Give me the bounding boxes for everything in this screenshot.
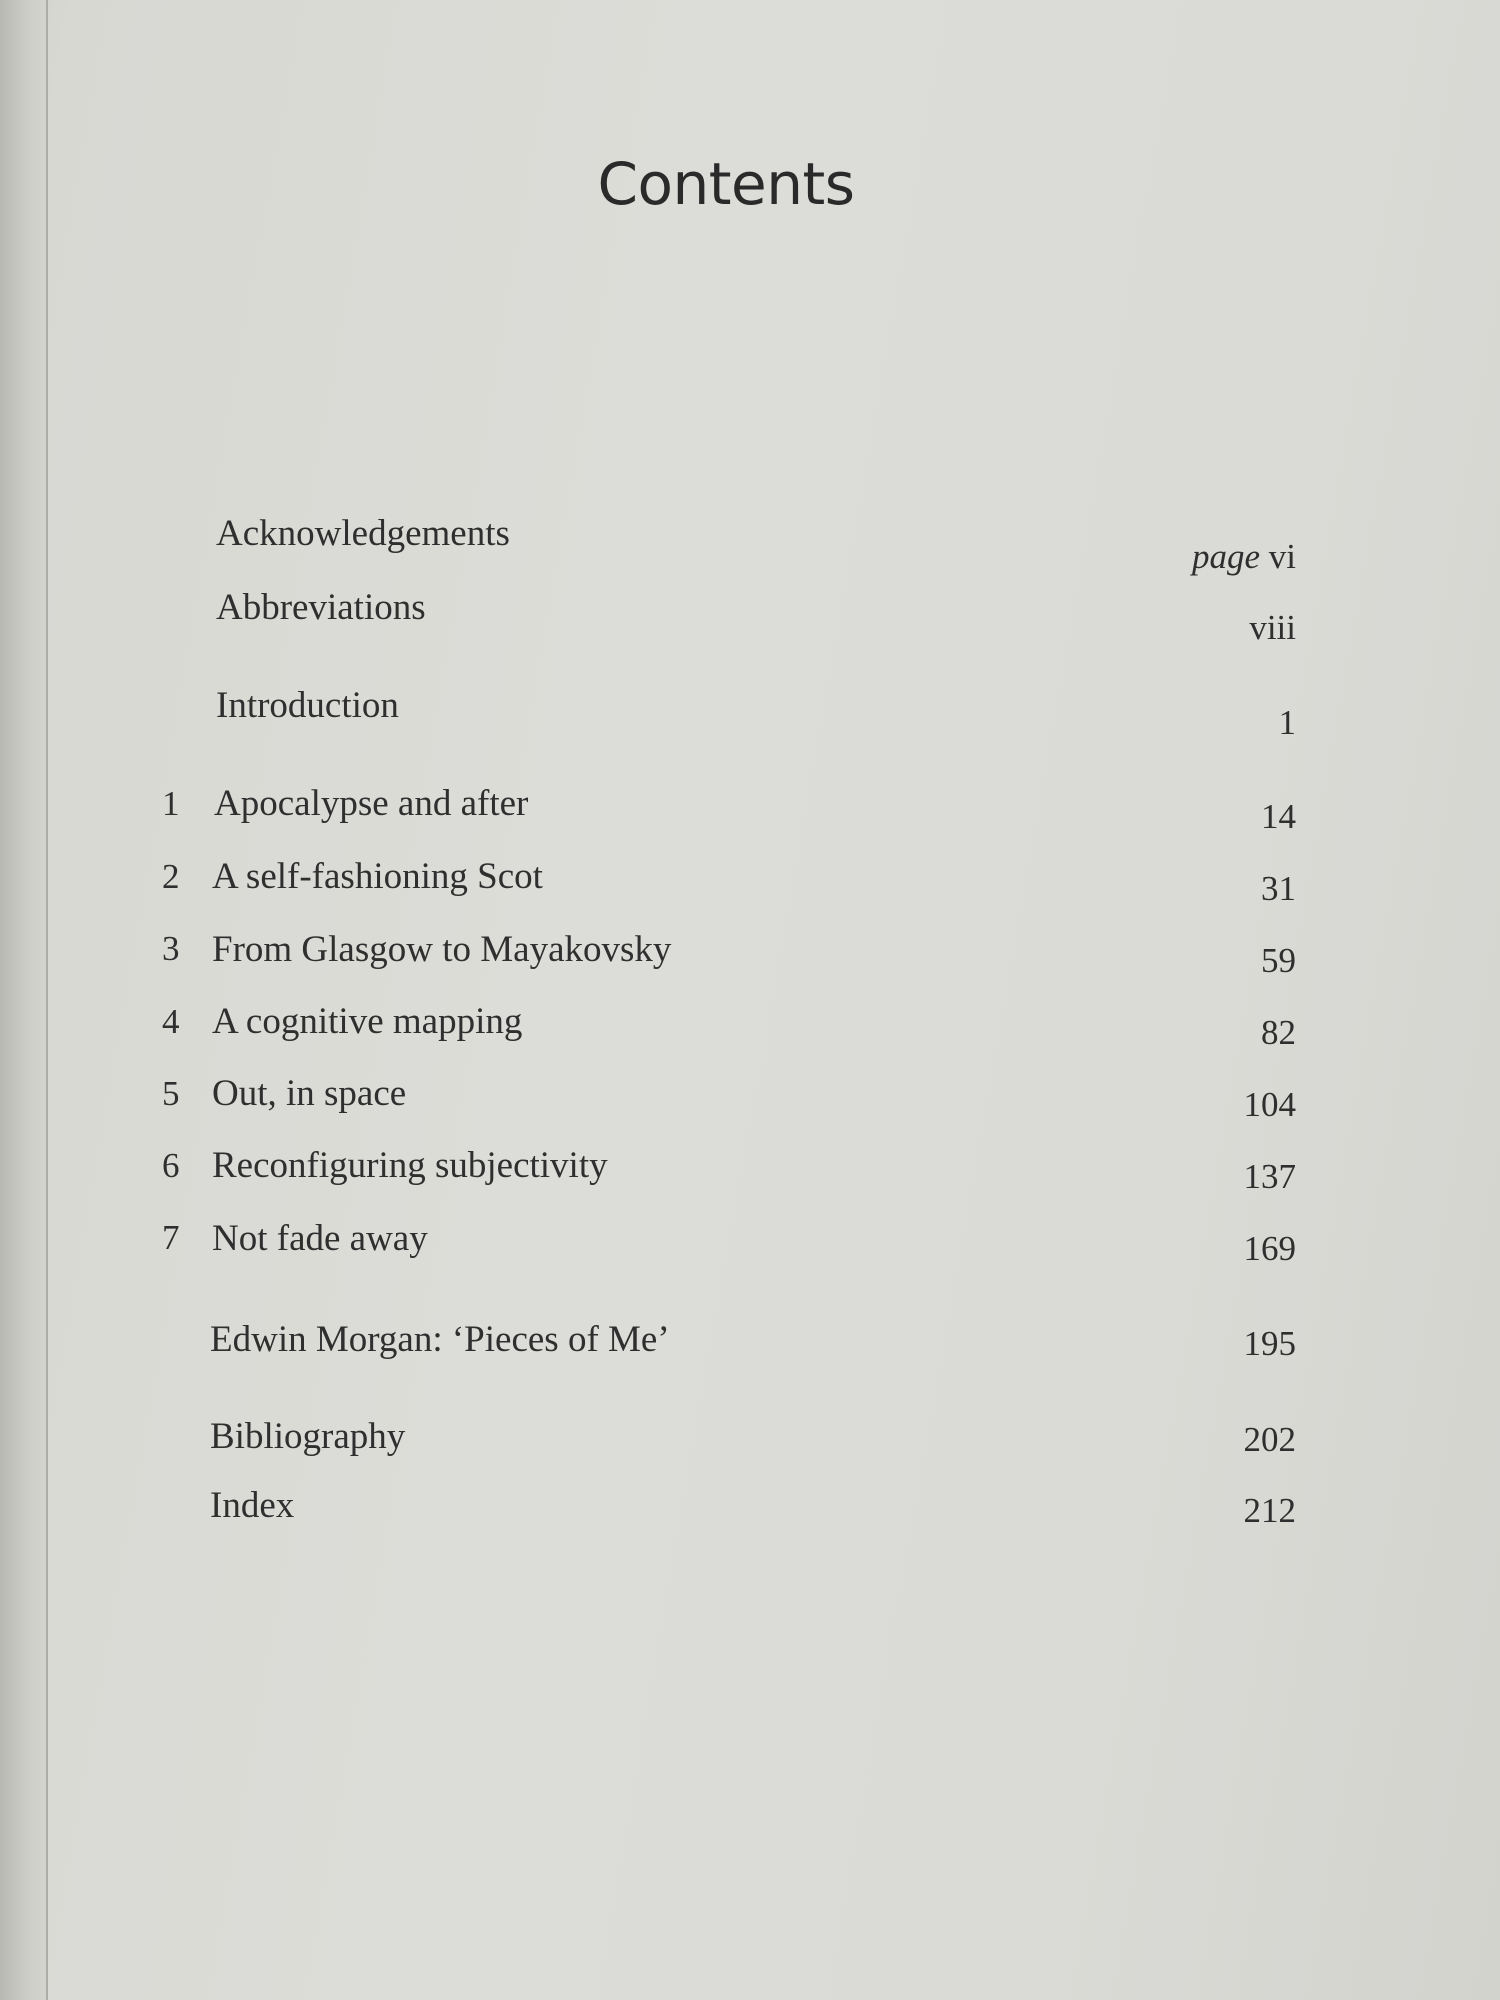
toc-entry-chapter-2: A self-fashioning Scot xyxy=(212,856,543,897)
toc-page-acknowledgements xyxy=(1192,537,1296,577)
toc-page-introduction: 1 xyxy=(1278,703,1296,742)
page-gutter xyxy=(0,0,48,2000)
toc-page-chapter-4: 82 xyxy=(1261,1013,1296,1052)
chapter-number: 4 xyxy=(162,1002,180,1041)
toc-entry-chapter-7: Not fade away xyxy=(212,1218,428,1259)
chapter-number: 2 xyxy=(162,857,180,896)
toc-page-bibliography: 202 xyxy=(1243,1420,1296,1459)
chapter-number: 6 xyxy=(162,1146,180,1185)
toc-page-abbreviations: viii xyxy=(1249,608,1296,647)
toc-entry-chapter-4: A cognitive mapping xyxy=(212,1001,523,1042)
toc-entry-pieces-of-me: Edwin Morgan: ‘Pieces of Me’ xyxy=(210,1319,670,1360)
chapter-number: 7 xyxy=(162,1218,180,1257)
gutter-line xyxy=(46,0,48,2000)
toc-page-pieces-of-me: 195 xyxy=(1243,1324,1296,1363)
chapter-number: 5 xyxy=(162,1074,180,1113)
toc-page-chapter-2: 31 xyxy=(1261,869,1296,908)
toc-page-chapter-1: 14 xyxy=(1261,797,1296,836)
toc-entry-introduction: Introduction xyxy=(216,685,399,726)
toc-page-chapter-5: 104 xyxy=(1243,1085,1296,1124)
toc-entry-chapter-1: Apocalypse and after xyxy=(214,783,529,824)
chapter-number: 3 xyxy=(162,929,180,968)
toc-entry-chapter-3: From Glasgow to Mayakovsky xyxy=(212,929,672,970)
toc-entry-bibliography: Bibliography xyxy=(210,1416,406,1457)
toc-entry-chapter-5: Out, in space xyxy=(212,1073,407,1114)
toc-page-chapter-6: 137 xyxy=(1243,1157,1296,1196)
toc-entry-index: Index xyxy=(210,1485,295,1526)
toc-page-chapter-3: 59 xyxy=(1261,941,1296,980)
toc-page-index: 212 xyxy=(1243,1491,1296,1530)
chapter-number: 1 xyxy=(162,784,180,823)
toc-entry-abbreviations: Abbreviations xyxy=(216,587,426,628)
toc-entry-acknowledgements: Acknowledgements xyxy=(216,513,510,554)
page-prefix: page xyxy=(1191,537,1261,576)
toc-page-chapter-7: 169 xyxy=(1243,1229,1296,1268)
page-title: Contents xyxy=(597,150,855,218)
page-number: vi xyxy=(1268,537,1296,576)
toc-entry-chapter-6: Reconfiguring subjectivity xyxy=(212,1145,608,1186)
